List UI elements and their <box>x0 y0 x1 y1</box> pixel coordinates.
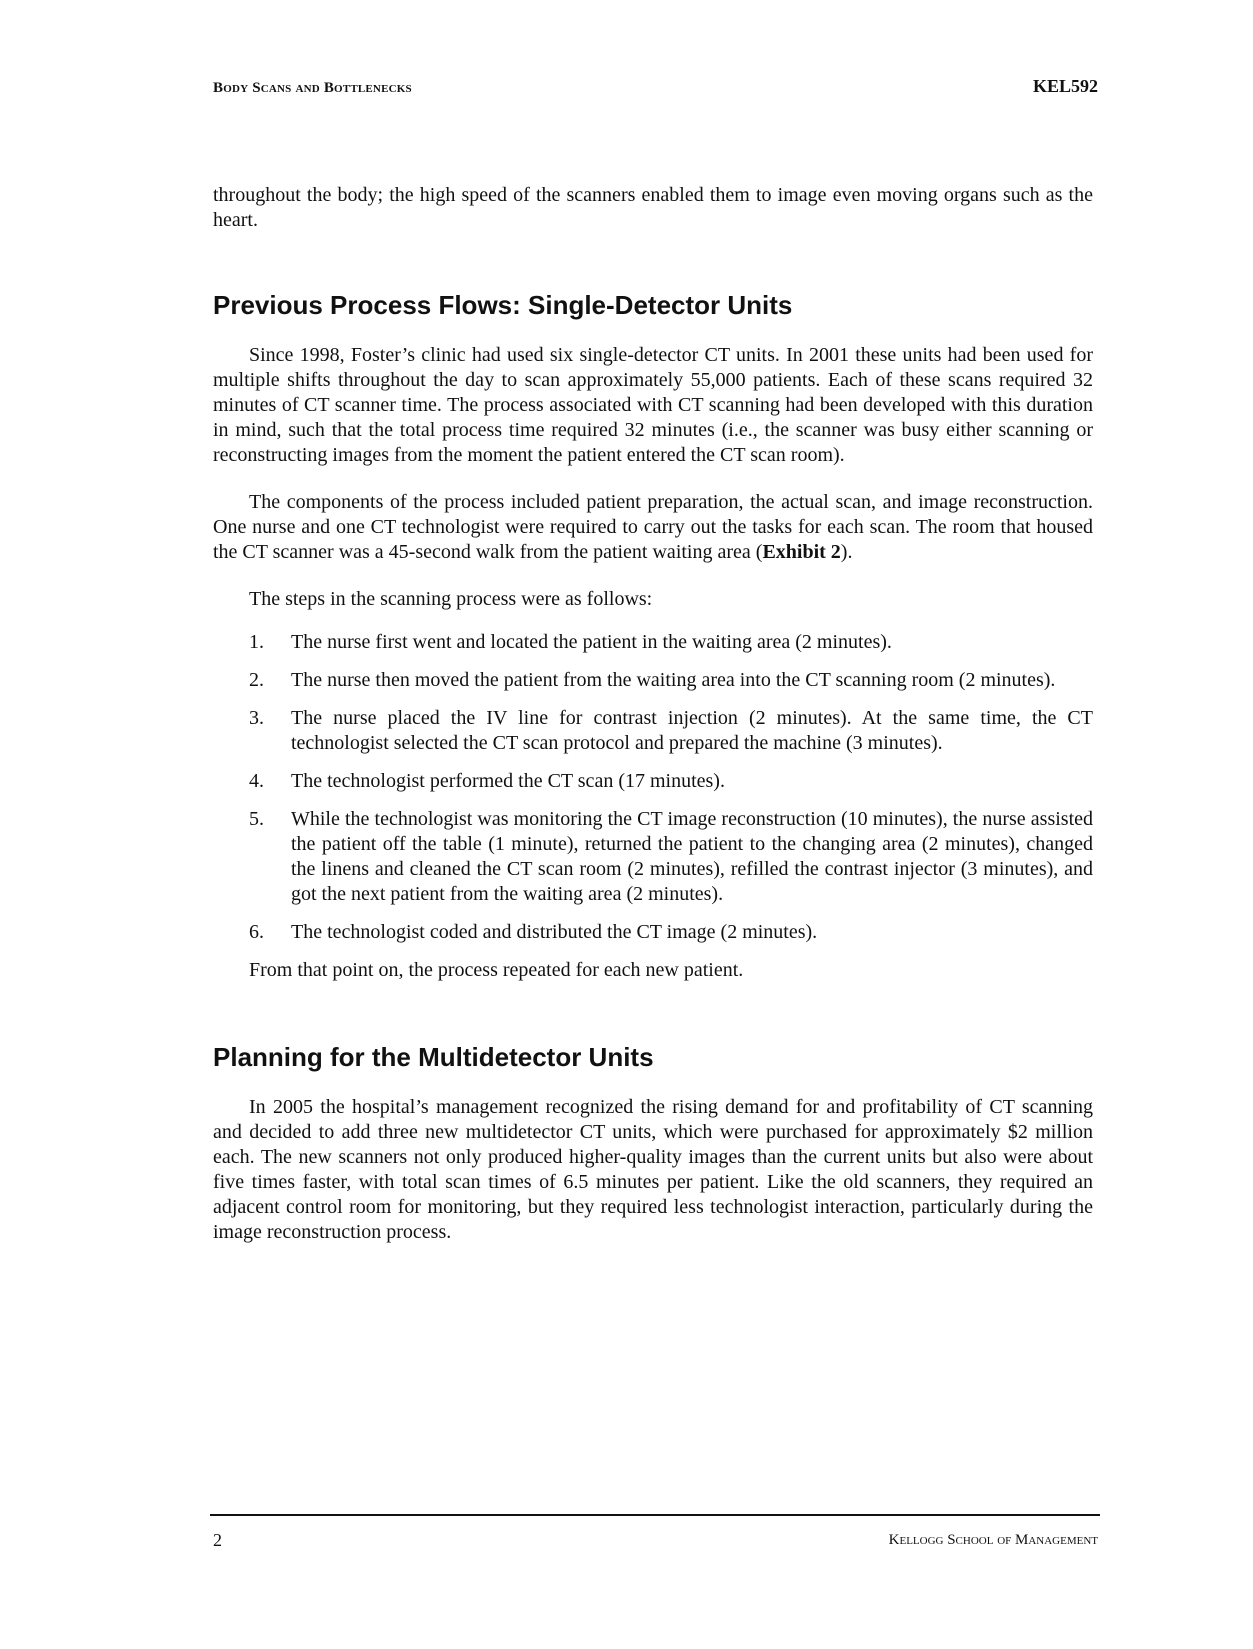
list-item <box>213 769 1093 794</box>
step-number: 1. <box>249 631 264 653</box>
process-components-end: ). <box>840 541 853 563</box>
step-text: While the technologist was monitoring the CT image reconstruction (10 minutes), the nurse assisted the patient off the table (1 minute), returned the patient to the changing area (2 minutes), changed the linens and cleaned the CT scan room (2 minutes), refilled the contrast injector (3 minutes), and got the next patient from the waiting area (2 minutes). <box>291 808 1093 905</box>
paragraph-process-components <box>213 490 1093 565</box>
list-item <box>213 668 1093 693</box>
page-number: 2 <box>213 1530 222 1550</box>
step-number: 3. <box>249 707 264 729</box>
step-number: 2. <box>249 669 264 691</box>
list-item <box>213 630 1093 655</box>
intro-continuation: throughout the body; the high speed of the scanners enabled them to image even moving organs such as the heart. <box>213 184 1093 231</box>
section-heading-previous-process: Previous Process Flows: Single-Detector Units <box>213 290 793 320</box>
list-item <box>213 706 1093 756</box>
steps-list <box>213 630 1093 945</box>
footer-school-name: Kellogg School of Management <box>888 1532 1098 1548</box>
page-content <box>213 183 1093 1245</box>
paragraph-multidetector: In 2005 the hospital’s management recognized the rising demand for and profitability of CT scanning and decided to add three new multidetector CT units, which were purchased for approximately $2 million each. The new scanners not only produced higher-quality images than the current units but also were about five times faster, with total scan times of 6.5 minutes per patient. Like the old scanners, they required an adjacent control room for monitoring, but they required less technologist interaction, particularly during the image reconstruction process. <box>213 1096 1093 1243</box>
step-text: The nurse then moved the patient from the waiting area into the CT scanning room (2 minutes). <box>291 669 1056 691</box>
running-header-title: Body Scans and Bottlenecks <box>213 80 412 96</box>
step-text: The technologist performed the CT scan (17 minutes). <box>291 770 725 792</box>
list-item <box>213 807 1093 907</box>
step-number: 5. <box>249 808 264 830</box>
step-number: 6. <box>249 921 264 943</box>
exhibit-reference: Exhibit 2 <box>762 541 841 563</box>
step-number: 4. <box>249 770 264 792</box>
paragraph-clinic-history: Since 1998, Foster’s clinic had used six single-detector CT units. In 2001 these units had been used for multiple shifts throughout the day to scan approximately 55,000 patients. Each of these scans required 32 minutes of CT scanner time. The process associated with CT scanning had been developed with this duration in mind, such that the total process time required 32 minutes (i.e., the scanner was busy either scanning or reconstructing images from the moment the patient entered the CT scan room). <box>213 344 1093 466</box>
steps-intro: The steps in the scanning process were as follows: <box>249 588 653 610</box>
step-text: The nurse placed the IV line for contrast injection (2 minutes). At the same time, the CT technologist selected the CT scan protocol and prepared the machine (3 minutes). <box>291 707 1093 754</box>
section-heading-planning: Planning for the Multidetector Units <box>213 1042 654 1072</box>
steps-closing: From that point on, the process repeated for each new patient. <box>249 959 744 981</box>
process-components-text: The components of the process included patient preparation, the actual scan, and image reconstruction. One nurse and one CT technologist were required to carry out the tasks for each scan. The room that housed the CT scanner was a 45-second walk from the patient waiting area ( <box>213 491 1093 563</box>
list-item <box>213 920 1093 945</box>
footer-divider <box>210 1514 1100 1516</box>
step-text: The technologist coded and distributed the CT image (2 minutes). <box>291 921 818 943</box>
step-text: The nurse first went and located the patient in the waiting area (2 minutes). <box>291 631 892 653</box>
case-code: KEL592 <box>1032 76 1098 96</box>
